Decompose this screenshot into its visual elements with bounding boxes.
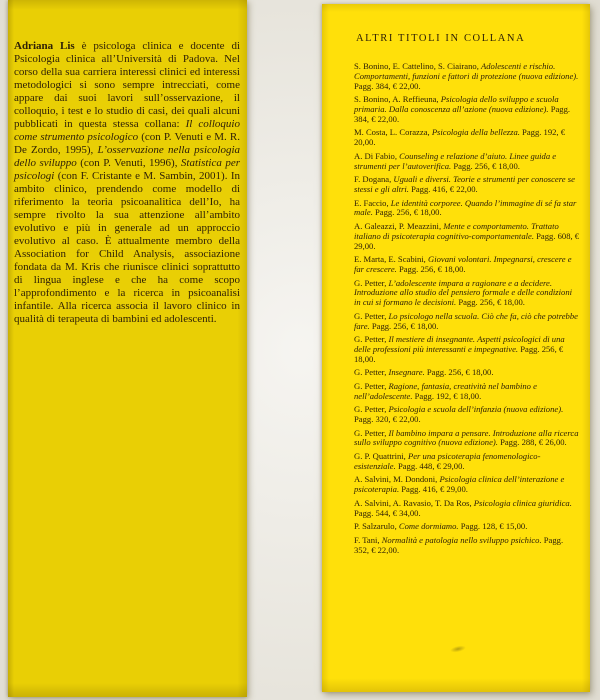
book-authors: E. Faccio, [354,197,389,208]
book-authors: G. Petter, [354,427,387,438]
book-pages-price: Pagg. 256, € 18,00. [398,263,466,274]
book-pages-price: Pagg. 128, € 15,00. [460,521,528,532]
right-flap [322,4,590,692]
print-mark [450,644,467,653]
bio-text-segment: (con P. Venuti e M. R. De Zordo, 1995), [14,131,240,156]
book-entry [354,368,580,378]
bio-text-segment: L’osservazione nella psicologia dello sviluppo [14,144,240,169]
book-entry [354,279,580,308]
book-authors: A. Salvini, M. Dondoni, [354,474,438,485]
book-entry [354,152,580,172]
book-title: Psicologia dello sviluppo e scuola primaria. Dalla conoscenza all’azione (nuova edizione). [354,94,559,114]
book-entry [354,175,580,195]
book-title: Psicologia clinica giuridica. [473,497,572,508]
book-authors: P. Salzarulo, [354,521,397,532]
book-pages-price: Pagg. 448, € 29,00. [397,460,465,471]
book-title: Come dormiamo. [398,521,459,532]
book-pages-price: Pagg. 256, € 18,00. [426,367,494,378]
book-pages-price: Pagg. 352, € 22,00. [354,534,564,555]
book-title: Le identità corporee. Quando l’immagine di sé fa star male. [354,197,577,218]
book-authors: S. Bonino, A. Reffieuna, [354,94,439,105]
book-pages-price: Pagg. 384, € 22,00. [354,80,421,91]
book-title: Psicologia della bellezza. [431,127,520,138]
book-entry [354,499,580,519]
author-bio [14,40,240,326]
bio-text-segment: Statistica per psicologi [14,157,240,182]
book-pages-price: Pagg. 320, € 22,00. [354,414,421,425]
book-pages-price: Pagg. 544, € 34,00. [354,507,421,518]
book-authors: G. Petter, [354,367,387,378]
book-entry [354,429,580,449]
left-flap [8,0,247,697]
book-title: Il bambino impara a pensare. Introduzione alla ricerca sullo sviluppo cognitivo (nuova edizione). [354,427,579,448]
book-authors: A. Salvini, A. Ravasio, T. Da Ros, [354,497,472,508]
book-authors: G. P. Quattrini, [354,451,406,462]
book-title: Counseling e relazione d’aiuto. Linee guida e strumenti per l’autoverifica. [354,150,557,171]
book-entry [354,475,580,495]
book-entry [354,95,580,124]
book-authors: F. Tani, [354,534,380,545]
book-authors: G. Petter, [354,334,387,345]
book-title: Lo psicologo nella scuola. Ciò che fa, ciò che potrebbe fare. [354,310,578,331]
book-title: Ragione, fantasia, creatività nel bambino e nell’adolescente. [354,380,537,401]
book-authors: G. Petter, [354,310,387,321]
book-entry [354,522,580,532]
book-title: Psicologia clinica dell’interazione e psicoterapia. [354,474,565,495]
book-authors: A. Galeazzi, P. Meazzini, [354,220,442,231]
book-entry [354,312,580,332]
bio-text-segment: è psicologa clinica e docente di Psicologia clinica all’Università di Padova. Nel corso della sua carriera interessi clinici ed interessi metodologici si sono sempre intrecciati, come appare dai suoi lavori sull’osservazione, il colloquio, i test e lo studio di casi, dei quali alcuni pubblicati in questa stessa collana: [14,40,241,130]
book-entry [354,405,580,425]
book-title: Per una psicoterapia fenomenologico-esistenziale. [354,451,541,471]
book-pages-price: Pagg. 256, € 18,00. [458,297,525,308]
book-title: Il mestiere di insegnante. Aspetti psicologici di una delle professioni più interessanti e impegnative. [354,334,565,354]
book-pages-price: Pagg. 256, € 18,00. [371,320,439,331]
book-authors: E. Marta, E. Scabini, [354,254,426,265]
book-title: Uguali e diversi. Teorie e strumenti per conoscere se stessi e gli altri. [354,174,575,194]
book-pages-price: Pagg. 256, € 18,00. [375,207,442,218]
book-title: Normalità e patologia nello sviluppo psichico. [381,534,542,545]
book-pages-price: Pagg. 384, € 22,00. [354,103,571,124]
book-pages-price: Pagg. 256, € 18,00. [453,160,520,171]
book-title: Adolescenti e rischio. Comportamenti, funzioni e fattori di protezione (nuova edizione). [354,61,579,81]
book-pages-price: Pagg. 288, € 26,00. [500,437,567,448]
book-pages-price: Pagg. 192, € 20,00. [354,127,566,148]
bio-text-segment: (con F. Cristante e M. Sambin, 2001). In ambito clinico, prendendo come modello di riferimento la teoria psicoanalitica dell’Io, ha sempre rivolto la sua attenzione all’ambito evolutivo e più in generale ad un approccio evolutivo al caso. È attualmente membro della Association for Child Analysis, associazione fondata da M. Kris che riunisce clinici soprattutto di lingua inglese e che ha come scopo l’approfondimento e la ricerca in psicoanalisi infantile. Alla ricerca associa il lavoro clinico in qualità di terapeuta di bambini ed adolescenti. [14,170,240,325]
book-entry [354,62,580,91]
book-authors: G. Petter, [354,404,387,415]
bio-text-segment: Adriana Lis [14,40,75,52]
book-authors: S. Bonino, E. Cattelino, S. Ciairano, [354,61,479,71]
bio-text-segment: (con P. Venuti, 1996), [76,157,181,169]
title-list [354,62,580,555]
book-authors: M. Costa, L. Corazza, [354,127,430,138]
book-entry [354,199,580,219]
book-pages-price: Pagg. 608, € 29,00. [354,230,580,251]
book-pages-price: Pagg. 192, € 18,00. [414,390,482,401]
book-entry [354,128,580,148]
book-entry [354,382,580,402]
book-entry [354,255,580,275]
book-authors: A. Di Fabio, [354,150,397,161]
book-title: Psicologia e scuola dell’infanzia (nuova edizione). [388,404,564,415]
book-entry [354,536,580,556]
book-entry [354,222,580,251]
book-pages-price: Pagg. 416, € 29,00. [401,484,468,495]
book-title: Mente e comportamento. Trattato italiano di psicoterapia cognitivo-comportamentale. [354,220,559,241]
series-header: ALTRI TITOLI IN COLLANA [356,33,526,44]
book-title: L’adolescente impara a ragionare e a decidere. Introduzione allo studio del pensiero formale e delle condizioni in cui si formano le decisioni. [354,277,572,308]
book-entry [354,452,580,472]
book-entry [354,335,580,364]
book-pages-price: Pagg. 416, € 22,00. [411,183,478,194]
book-title: Insegnare. [388,367,425,378]
book-authors: F. Dogana, [354,174,392,185]
book-title: Giovani volontari. Impegnarsi, crescere e far crescere. [354,254,572,274]
book-authors: G. Petter, [354,380,387,391]
bio-text-segment: Il colloquio come strumento psicologico [14,118,240,143]
book-pages-price: Pagg. 256, € 18,00. [354,343,564,364]
book-authors: G. Petter, [354,277,387,288]
